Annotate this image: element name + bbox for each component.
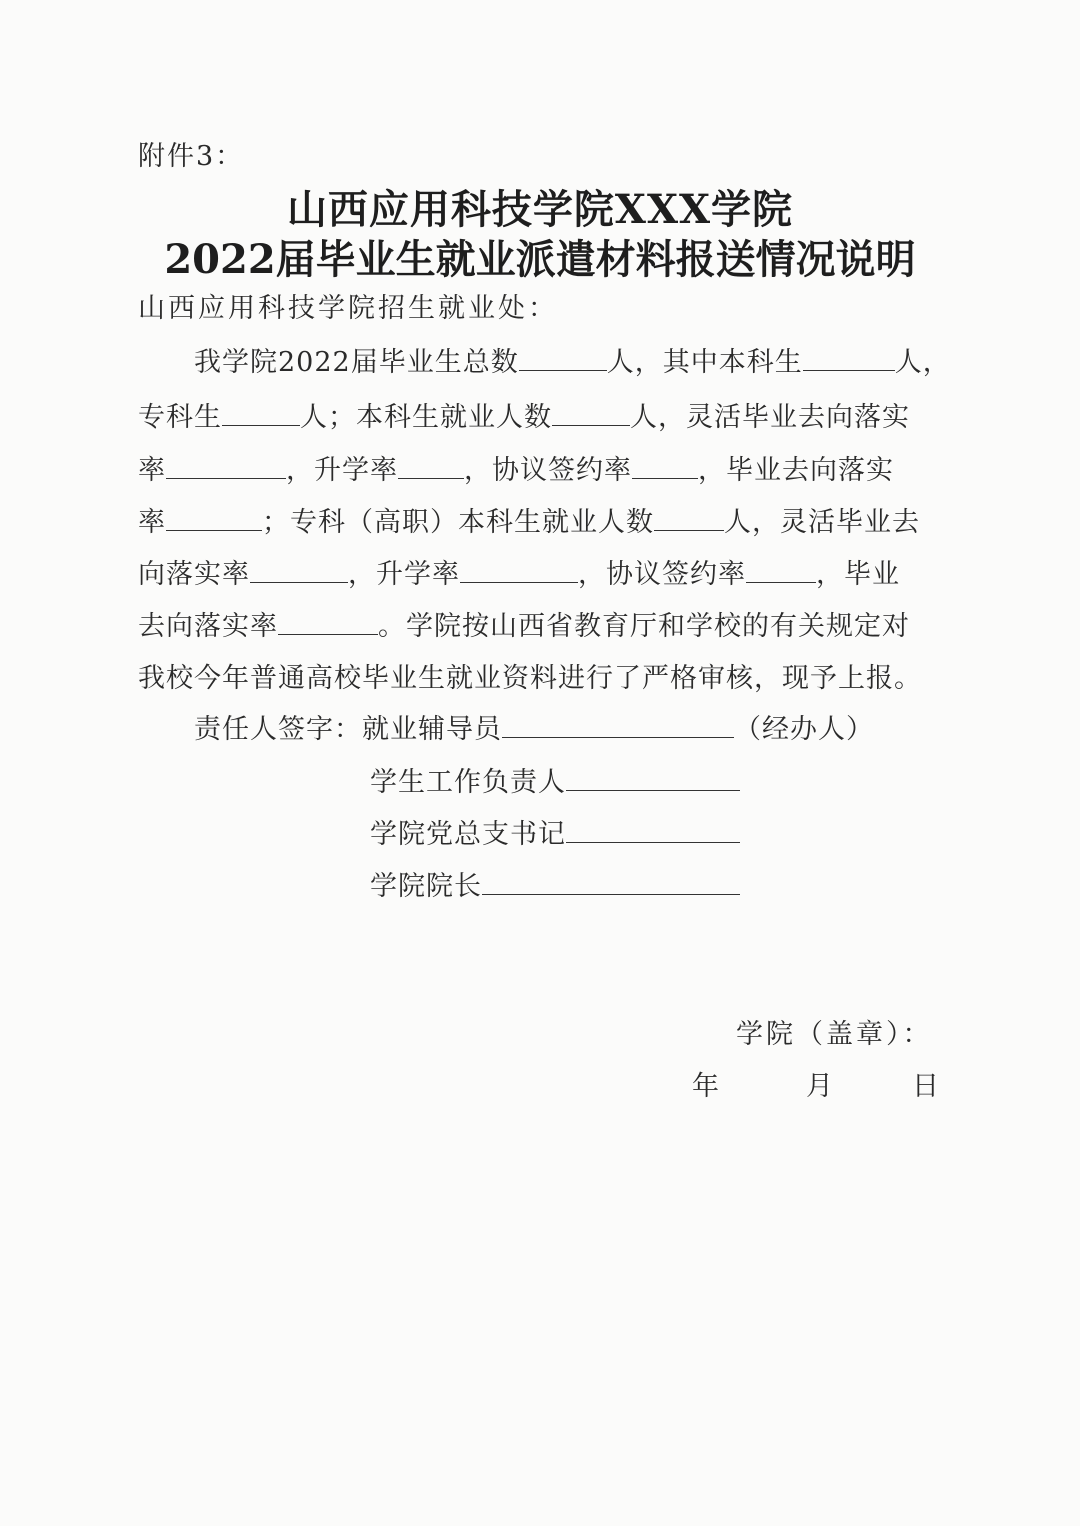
blank-junior-college — [222, 397, 300, 426]
title-line-1: 山西应用科技学院XXX学院 — [286, 186, 794, 233]
date-month: 月 — [806, 1071, 836, 1102]
text: 人，灵活毕业去向落实 — [630, 402, 910, 433]
body-line-4 — [138, 500, 920, 539]
signature-student-affairs — [370, 760, 740, 799]
text: 人， — [894, 347, 951, 378]
text: ，协议签约率 — [464, 455, 632, 486]
blank-vocational-flexible-rate — [250, 554, 348, 583]
text: 学院党总支书记 — [370, 819, 566, 850]
attachment-label: 附件3： — [138, 141, 245, 172]
blank-agreement-rate — [632, 450, 698, 479]
text: 人，灵活毕业去 — [724, 507, 920, 538]
text: 向落实率 — [138, 559, 250, 590]
text: 率 — [138, 455, 166, 486]
text: 去向落实率 — [138, 611, 278, 642]
blank-destination-rate — [166, 502, 262, 531]
text: 就业辅导员 — [362, 714, 502, 745]
text: ，协议签约率 — [578, 559, 746, 590]
body-line-7: 我校今年普通高校毕业生就业资料进行了严格审核，现予上报。 — [138, 663, 922, 694]
text: 我学院2022届毕业生总数 — [194, 347, 519, 378]
blank-vocational-further-study-rate — [460, 554, 578, 583]
signature-dean — [370, 864, 740, 903]
text: 人；本科生就业人数 — [300, 402, 552, 433]
blank-counselor-signature — [502, 709, 734, 738]
blank-flexible-rate — [166, 450, 286, 479]
body-line-3 — [138, 448, 894, 487]
text: 。学院按山西省教育厅和学校的有关规定对 — [378, 611, 910, 642]
text: ；专科（高职）本科生就业人数 — [262, 507, 654, 538]
body-line-1 — [194, 340, 951, 379]
blank-vocational-employed — [654, 502, 724, 531]
addressee: 山西应用科技学院招生就业处： — [138, 293, 558, 324]
seal-label: 学院（盖章）： — [736, 1019, 933, 1050]
blank-further-study-rate — [398, 450, 464, 479]
text: 专科生 — [138, 402, 222, 433]
blank-student-affairs-signature — [566, 762, 740, 791]
blank-party-secretary-signature — [566, 814, 740, 843]
blank-total-graduates — [519, 342, 607, 371]
body-line-2 — [138, 395, 910, 434]
text: （经办人） — [734, 714, 874, 745]
text: 学院院长 — [370, 871, 482, 902]
text: ，升学率 — [286, 455, 398, 486]
text: ，毕业 — [816, 559, 900, 590]
body-line-5 — [138, 552, 900, 591]
blank-vocational-destination-rate — [278, 606, 378, 635]
title-line-2: 2022届毕业生就业派遣材料报送情况说明 — [164, 236, 916, 283]
text: 率 — [138, 507, 166, 538]
text: 人，其中本科生 — [606, 347, 803, 378]
blank-vocational-agreement-rate — [746, 554, 816, 583]
date-day: 日 — [912, 1071, 942, 1102]
signature-counselor — [194, 707, 874, 746]
text: ，升学率 — [348, 559, 460, 590]
date-year: 年 — [692, 1071, 722, 1102]
text: 学生工作负责人 — [370, 767, 566, 798]
body-line-6 — [138, 604, 910, 643]
text: ，毕业去向落实 — [698, 455, 894, 486]
blank-undergrad-employed — [552, 397, 630, 426]
blank-dean-signature — [482, 866, 740, 895]
signature-party-secretary — [370, 812, 740, 851]
blank-undergraduates — [803, 342, 895, 371]
signature-label: 责任人签字： — [194, 714, 362, 745]
